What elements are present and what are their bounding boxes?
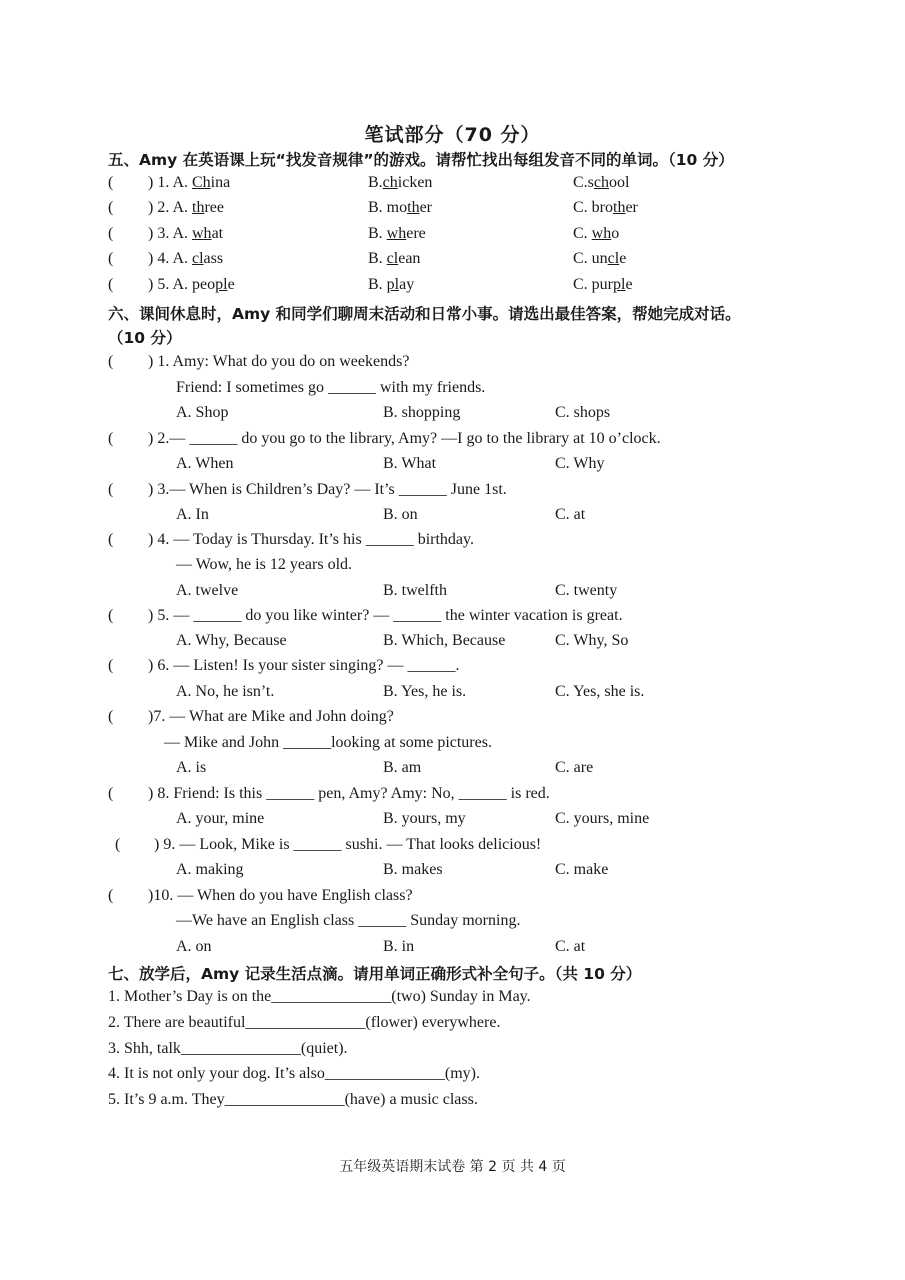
s6-q6-option-a[interactable]: A. No, he isn’t. [176, 683, 275, 700]
s6-q9-option-b[interactable]: B. makes [383, 861, 443, 878]
s6-q4-option-a[interactable]: A. twelve [176, 582, 239, 599]
s6-q10-line2: —We have an English class ______ Sunday morning. [176, 912, 521, 929]
s6-q3-option-a[interactable]: A. In [176, 506, 209, 523]
s6-q6-option-c[interactable]: C. Yes, she is. [555, 683, 645, 700]
s6-q1-option-b[interactable]: B. shopping [383, 404, 461, 421]
s6-q4-option-c[interactable]: C. twenty [555, 582, 618, 599]
section6-heading-score: （10 分） [108, 329, 182, 347]
s6-q4-option-b[interactable]: B. twelfth [383, 582, 447, 599]
s6-q9-option-c[interactable]: C. make [555, 861, 609, 878]
s6-q1-option-a[interactable]: A. Shop [176, 404, 229, 421]
s6-q2-option-b[interactable]: B. What [383, 455, 437, 472]
s6-q2-option-a[interactable]: A. When [176, 455, 234, 472]
s7-sentence-1[interactable]: 1. Mother’s Day is on the_______________(two) Sunday in May. [108, 988, 531, 1005]
answer-paren[interactable]: ( [108, 199, 114, 216]
s6-q7-option-a[interactable]: A. is [176, 759, 207, 776]
answer-paren[interactable]: ( [108, 225, 114, 242]
s6-q6-option-b[interactable]: B. Yes, he is. [383, 683, 467, 700]
s6-q5-option-b[interactable]: B. Which, Because [383, 632, 506, 649]
section7-heading: 七、放学后，Amy 记录生活点滴。请用单词正确形式补全句子。（共 10 分） [108, 965, 642, 983]
answer-paren[interactable]: ( [108, 430, 114, 447]
s6-q8-option-a[interactable]: A. your, mine [176, 810, 265, 827]
s6-q1-line2: Friend: I sometimes go ______ with my friends. [176, 379, 486, 396]
s7-sentence-4[interactable]: 4. It is not only your dog. It’s also_______________(my). [108, 1065, 480, 1082]
s6-q5-option-a[interactable]: A. Why, Because [176, 632, 287, 649]
page-footer: 五年级英语期末试卷 第 2 页 共 4 页 [339, 1159, 566, 1175]
answer-paren[interactable]: ( [108, 481, 114, 498]
answer-paren[interactable]: ( [108, 607, 114, 624]
s6-q10-line1: )10. — When do you have English class? [148, 887, 413, 904]
s7-sentence-5[interactable]: 5. It’s 9 a.m. They_______________(have) a music class. [108, 1091, 478, 1108]
answer-paren[interactable]: ( [108, 785, 114, 802]
s7-sentence-3[interactable]: 3. Shh, talk_______________(quiet). [108, 1040, 348, 1057]
s6-q5-option-c[interactable]: C. Why, So [555, 632, 629, 649]
s6-q1-option-c[interactable]: C. shops [555, 404, 611, 421]
answer-paren[interactable]: ( [108, 250, 114, 267]
page-title: 笔试部分（70 分） [364, 124, 541, 146]
answer-paren[interactable]: ( [108, 174, 114, 191]
section6-heading: 六、课间休息时，Amy 和同学们聊周末活动和日常小事。请选出最佳答案，帮她完成对话。 [108, 305, 741, 323]
s6-q7-line1: )7. — What are Mike and John doing? [148, 708, 394, 725]
s6-q3-option-b[interactable]: B. on [383, 506, 418, 523]
answer-paren[interactable]: ( [108, 887, 114, 904]
s6-q8-line1: ) 8. Friend: Is this ______ pen, Amy? Amy: No, ______ is red. [148, 785, 550, 802]
s6-q8-option-b[interactable]: B. yours, my [383, 810, 466, 827]
section5-heading: 五、Amy 在英语课上玩“找发音规律”的游戏。请帮忙找出每组发音不同的单词。（10 分） [108, 151, 734, 169]
s6-q10-option-a[interactable]: A. on [176, 938, 212, 955]
s6-q9-option-a[interactable]: A. making [176, 861, 244, 878]
s6-q3-line1: ) 3.— When is Children’s Day? — It’s ______ June 1st. [148, 481, 507, 498]
answer-paren[interactable]: ( [108, 657, 114, 674]
answer-paren[interactable]: ( [108, 531, 114, 548]
answer-paren[interactable]: ( [115, 836, 121, 853]
s6-q7-option-c[interactable]: C. are [555, 759, 594, 776]
answer-paren[interactable]: ( [108, 276, 114, 293]
s6-q8-option-c[interactable]: C. yours, mine [555, 810, 650, 827]
s6-q1-line1: ) 1. Amy: What do you do on weekends? [148, 353, 410, 370]
s6-q2-option-c[interactable]: C. Why [555, 455, 605, 472]
s6-q5-line1: ) 5. — ______ do you like winter? — ______ the winter vacation is great. [148, 607, 623, 624]
s6-q3-option-c[interactable]: C. at [555, 506, 586, 523]
s6-q2-line1: ) 2.— ______ do you go to the library, Amy? —I go to the library at 10 o’clock. [148, 430, 661, 447]
answer-paren[interactable]: ( [108, 353, 114, 370]
exam-page: 笔试部分（70 分） 五、Amy 在英语课上玩“找发音规律”的游戏。请帮忙找出每组发音不同的单词。（10 分） ( ) 1. A. China B.chicken C.school ( ) 2. A. three B. mother C. brother ( ) 3. A. what B. where C. who ( ) 4. A. class B. clean C. uncle ( ) 5. A. people B. play C. purple 六、课间休息时，Amy 和同学们聊周末活动和日常小事。请选出最佳答案，帮她完成对话。 （10 分） ( ) 1. Amy: What do you do on weekends? Friend: I sometimes go ______ with my friends. A. Shop B. shopping C. shops ( ) 2.— ______ do you go to the library, Amy? —I go to the library at 10 o’clock. A. When B. What C. Why ( ) 3.— When is Children’s Day? — It’s ______ June 1st. A. In B. on C. at ( ) 4. — Today is Thursday. It’s his ______ birthday. — Wow, he is 12 years old. A. twelve B. twelfth C. twenty ( ) 5. — ______ do you like winter? — ______ the winter vacation is great. A. Why, Because B. Which, Because C. Why, So ( ) 6. — Listen! Is your sister singing? — ______. A. No, he isn’t. B. Yes, he is. C. Yes, she is. ( )7. — What are Mike and John doing? — Mike and John ______looking at some pictures. A. is B. am C. are ( ) 8. Friend: Is this ______ pen, Amy? Amy: No, ______ is red. A. your, mine B. yours, my C. yours, mine ( ) 9. — Look, Mike is ______ sushi. — That looks delicious! A. making B. makes C. make ( )10. — When do you have English class? —We have an English class ______ Sunday morning. A. on B. in C. at 七、放学后，Amy 记录生活点滴。请用单词正确形式补全句子。（共 10 分） 1. Mother’s Day is on the_______________(two) Sunday in May. 2. There are beautiful_______________(flower) everywhere. 3. Shh, talk_______________(quiet). 4. It is not only your dog. It’s also_______________(my). 5. It’s 9 a.m. They_______________(have) a music class. 五年级英语期末试卷 第 2 页 共 4 页 [0, 0, 905, 1280]
s6-q7-line2: — Mike and John ______looking at some pictures. [164, 734, 492, 751]
s6-q4-line2: — Wow, he is 12 years old. [176, 556, 353, 573]
s6-q10-option-b[interactable]: B. in [383, 938, 415, 955]
s6-q6-line1: ) 6. — Listen! Is your sister singing? — ______. [148, 657, 460, 674]
s7-sentence-2[interactable]: 2. There are beautiful_______________(flower) everywhere. [108, 1014, 501, 1031]
answer-paren[interactable]: ( [108, 708, 114, 725]
s6-q7-option-b[interactable]: B. am [383, 759, 422, 776]
s6-q9-line1: ) 9. — Look, Mike is ______ sushi. — That looks delicious! [154, 836, 542, 853]
s6-q4-line1: ) 4. — Today is Thursday. It’s his ______ birthday. [148, 531, 474, 548]
s6-q10-option-c[interactable]: C. at [555, 938, 586, 955]
